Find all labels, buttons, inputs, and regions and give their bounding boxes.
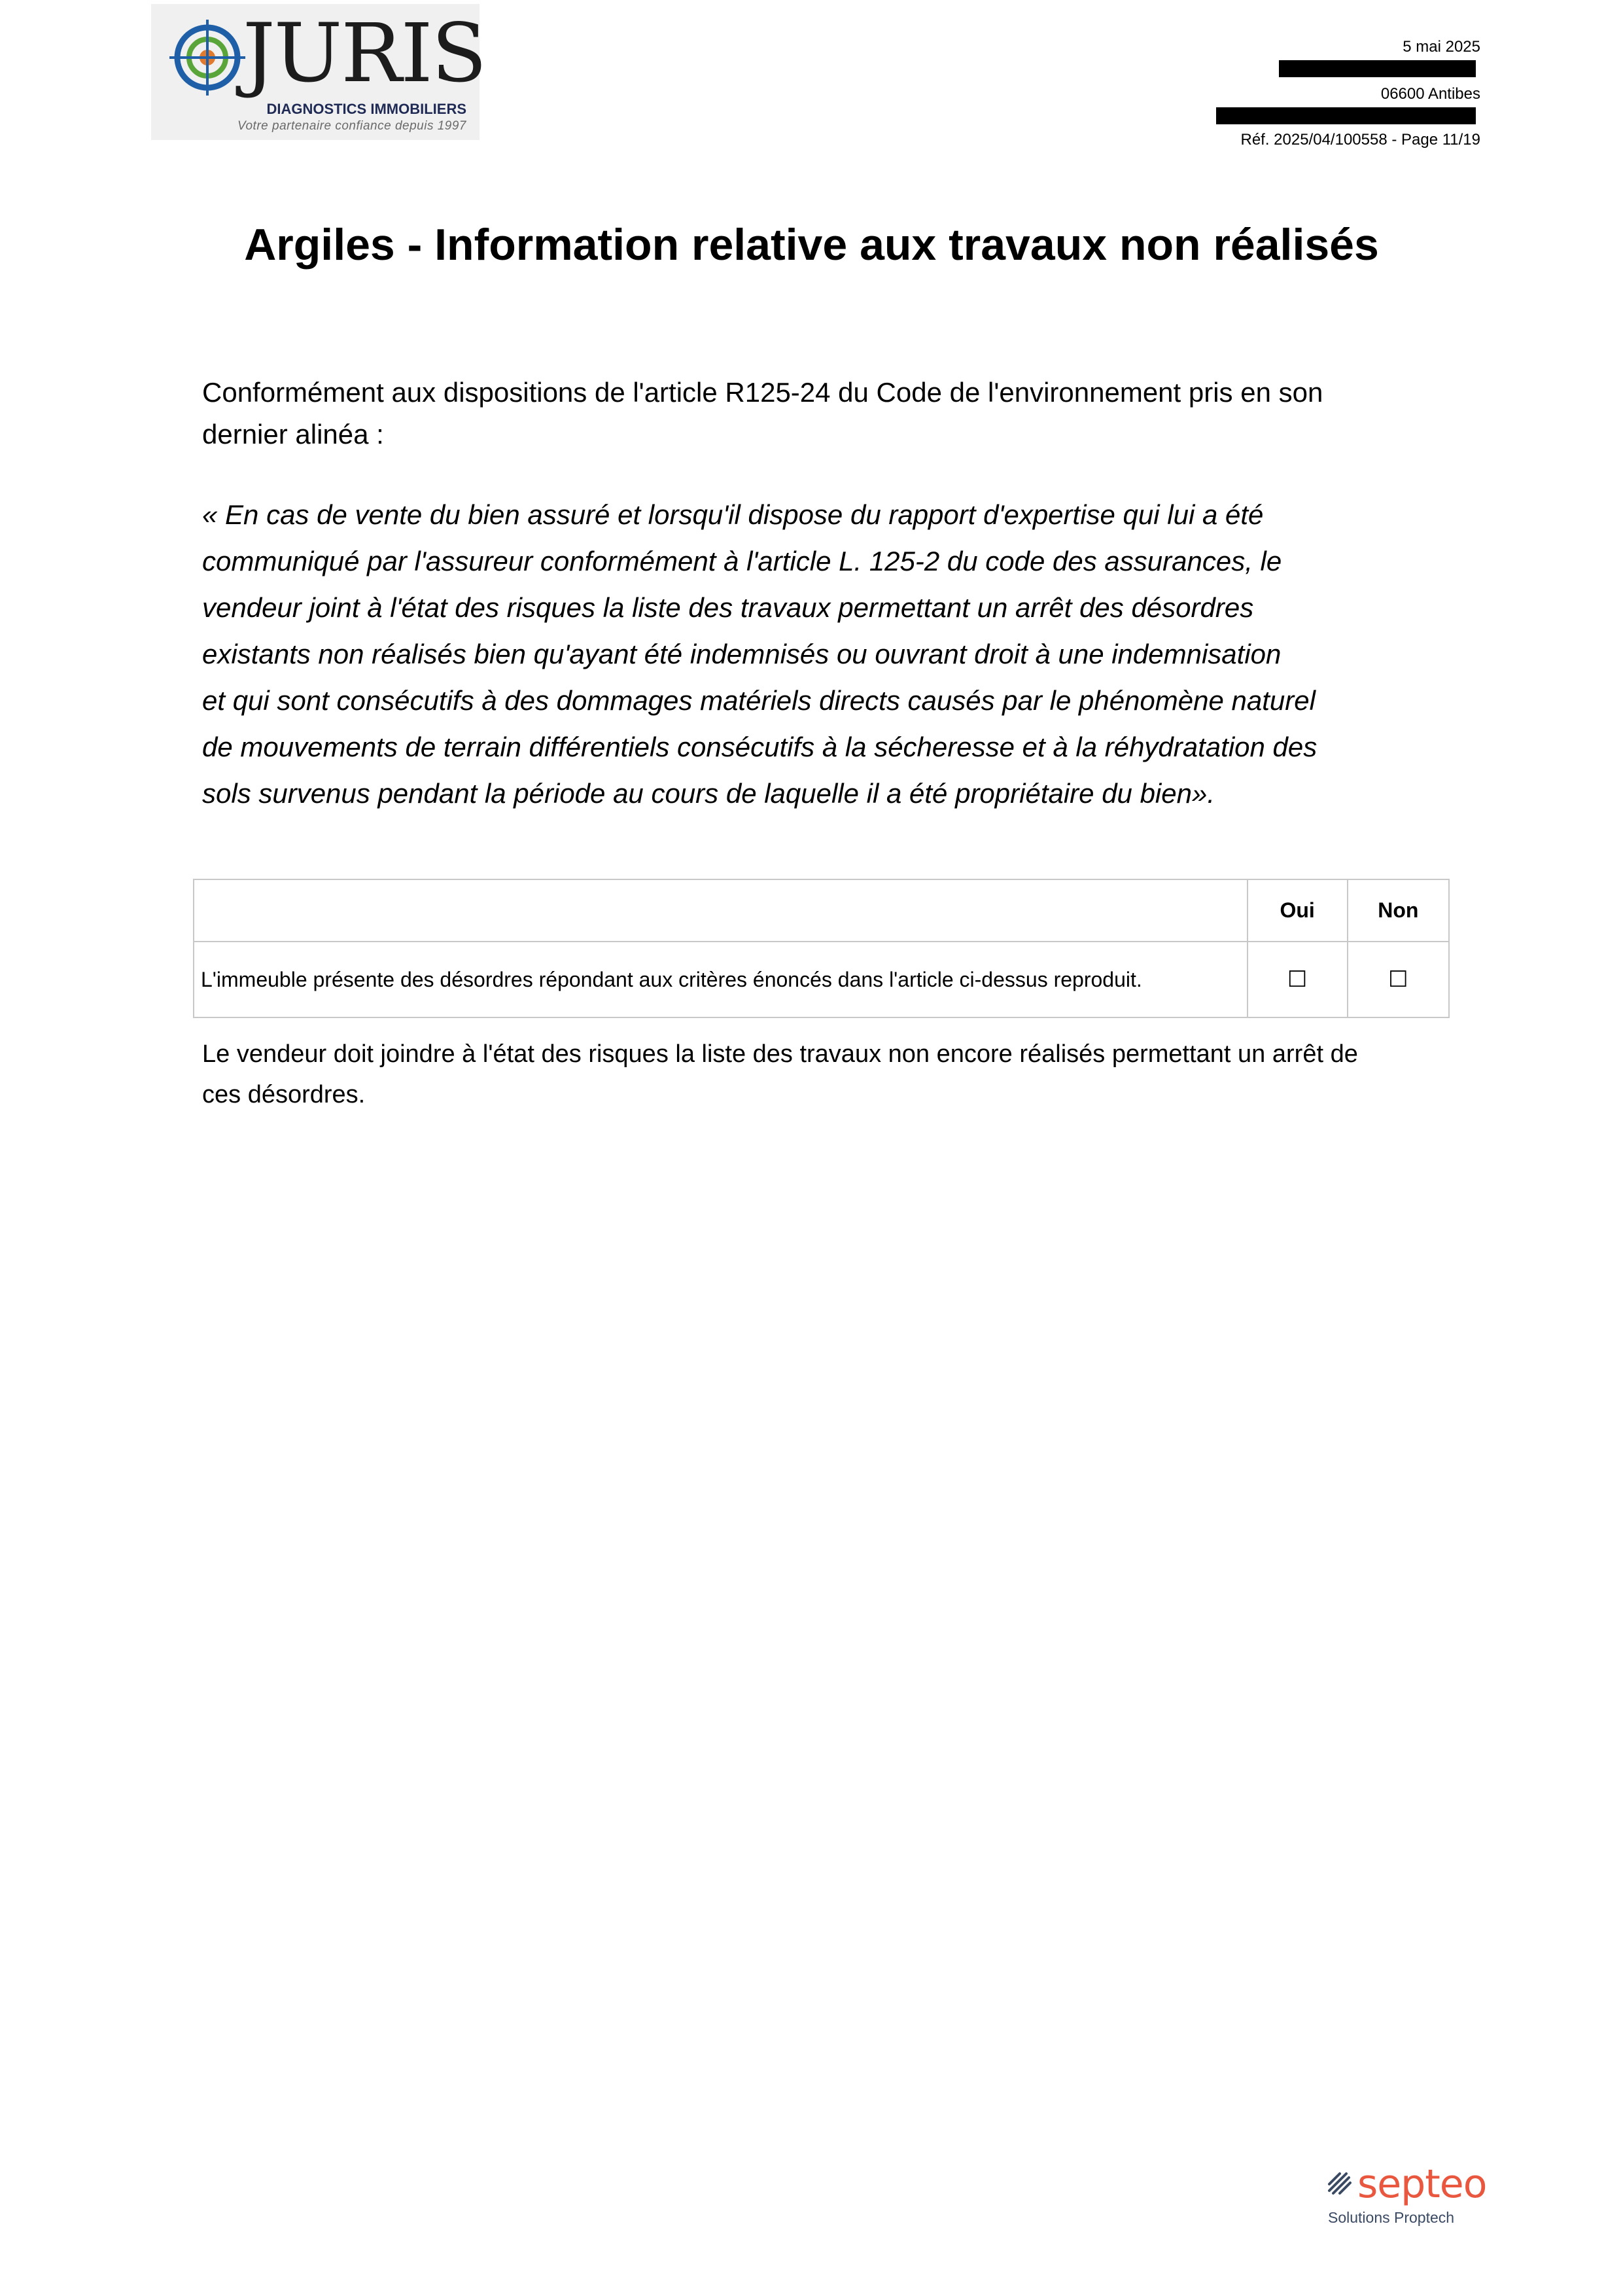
page-title: Argiles - Information relative aux travaux non réalisés — [244, 220, 1379, 270]
quote-line: communiqué par l'assureur conformément à l'article L. 125-2 du code des assurances, le — [202, 546, 1282, 576]
document-date: 5 mai 2025 — [1403, 38, 1480, 56]
quote-line: « En cas de vente du bien assuré et lorsqu'il dispose du rapport d'expertise qui lui a été — [202, 499, 1264, 530]
closing-paragraph: Le vendeur doit joindre à l'état des risques la liste des travaux non encore réalisés permettant un arrêt de ces désordres. — [202, 1040, 1358, 1108]
header-cell-non: Non — [1348, 879, 1449, 942]
disorders-table — [193, 879, 1450, 1018]
table-row — [194, 942, 1449, 1017]
footer-subtitle: Solutions Proptech — [1328, 2209, 1455, 2226]
intro-paragraph: Conformément aux dispositions de l'article R125-24 du Code de l'environnement pris en son dernier alinéa : — [202, 377, 1323, 450]
question-cell: L'immeuble présente des désordres répondant aux critères énoncés dans l'article ci-dessus reproduit. — [194, 942, 1248, 1017]
logo-brand: JURIS — [243, 7, 486, 101]
checkbox-oui[interactable]: ☐ — [1248, 942, 1348, 1017]
redacted-bar — [1216, 107, 1476, 124]
juris-logo — [151, 4, 486, 140]
logo-subtitle: DIAGNOSTICS IMMOBILIERS — [266, 101, 466, 117]
table-header-row — [194, 879, 1449, 942]
logo-tagline: Votre partenaire confiance depuis 1997 — [237, 119, 466, 133]
quote-line: existants non réalisés bien qu'ayant été indemnisés ou ouvrant droit à une indemnisation — [202, 639, 1282, 669]
header-cell-empty — [194, 879, 1248, 942]
legal-quote — [202, 491, 1373, 817]
document-city: 06600 Antibes — [1380, 85, 1480, 103]
quote-line: de mouvements de terrain différentiels consécutifs à la sécheresse et à la réhydratation des — [202, 732, 1318, 762]
septeo-stripes-icon — [1327, 2171, 1355, 2200]
quote-line: et qui sont consécutifs à des dommages matériels directs causés par le phénomène naturel — [202, 685, 1316, 716]
quote-line: sols survenus pendant la période au cours de laquelle il a été propriétaire du bien». — [202, 778, 1215, 809]
header-cell-oui: Oui — [1248, 879, 1348, 942]
document-reference: Réf. 2025/04/100558 - Page 11/19 — [1240, 131, 1480, 149]
checkbox-non[interactable]: ☐ — [1348, 942, 1449, 1017]
quote-line: vendeur joint à l'état des risques la liste des travaux permettant un arrêt des désordres — [202, 592, 1254, 623]
redacted-bar — [1279, 60, 1476, 77]
footer-brand: septeo — [1357, 2161, 1487, 2207]
crosshair-target-icon — [168, 18, 247, 97]
septeo-logo — [1327, 2161, 1487, 2236]
